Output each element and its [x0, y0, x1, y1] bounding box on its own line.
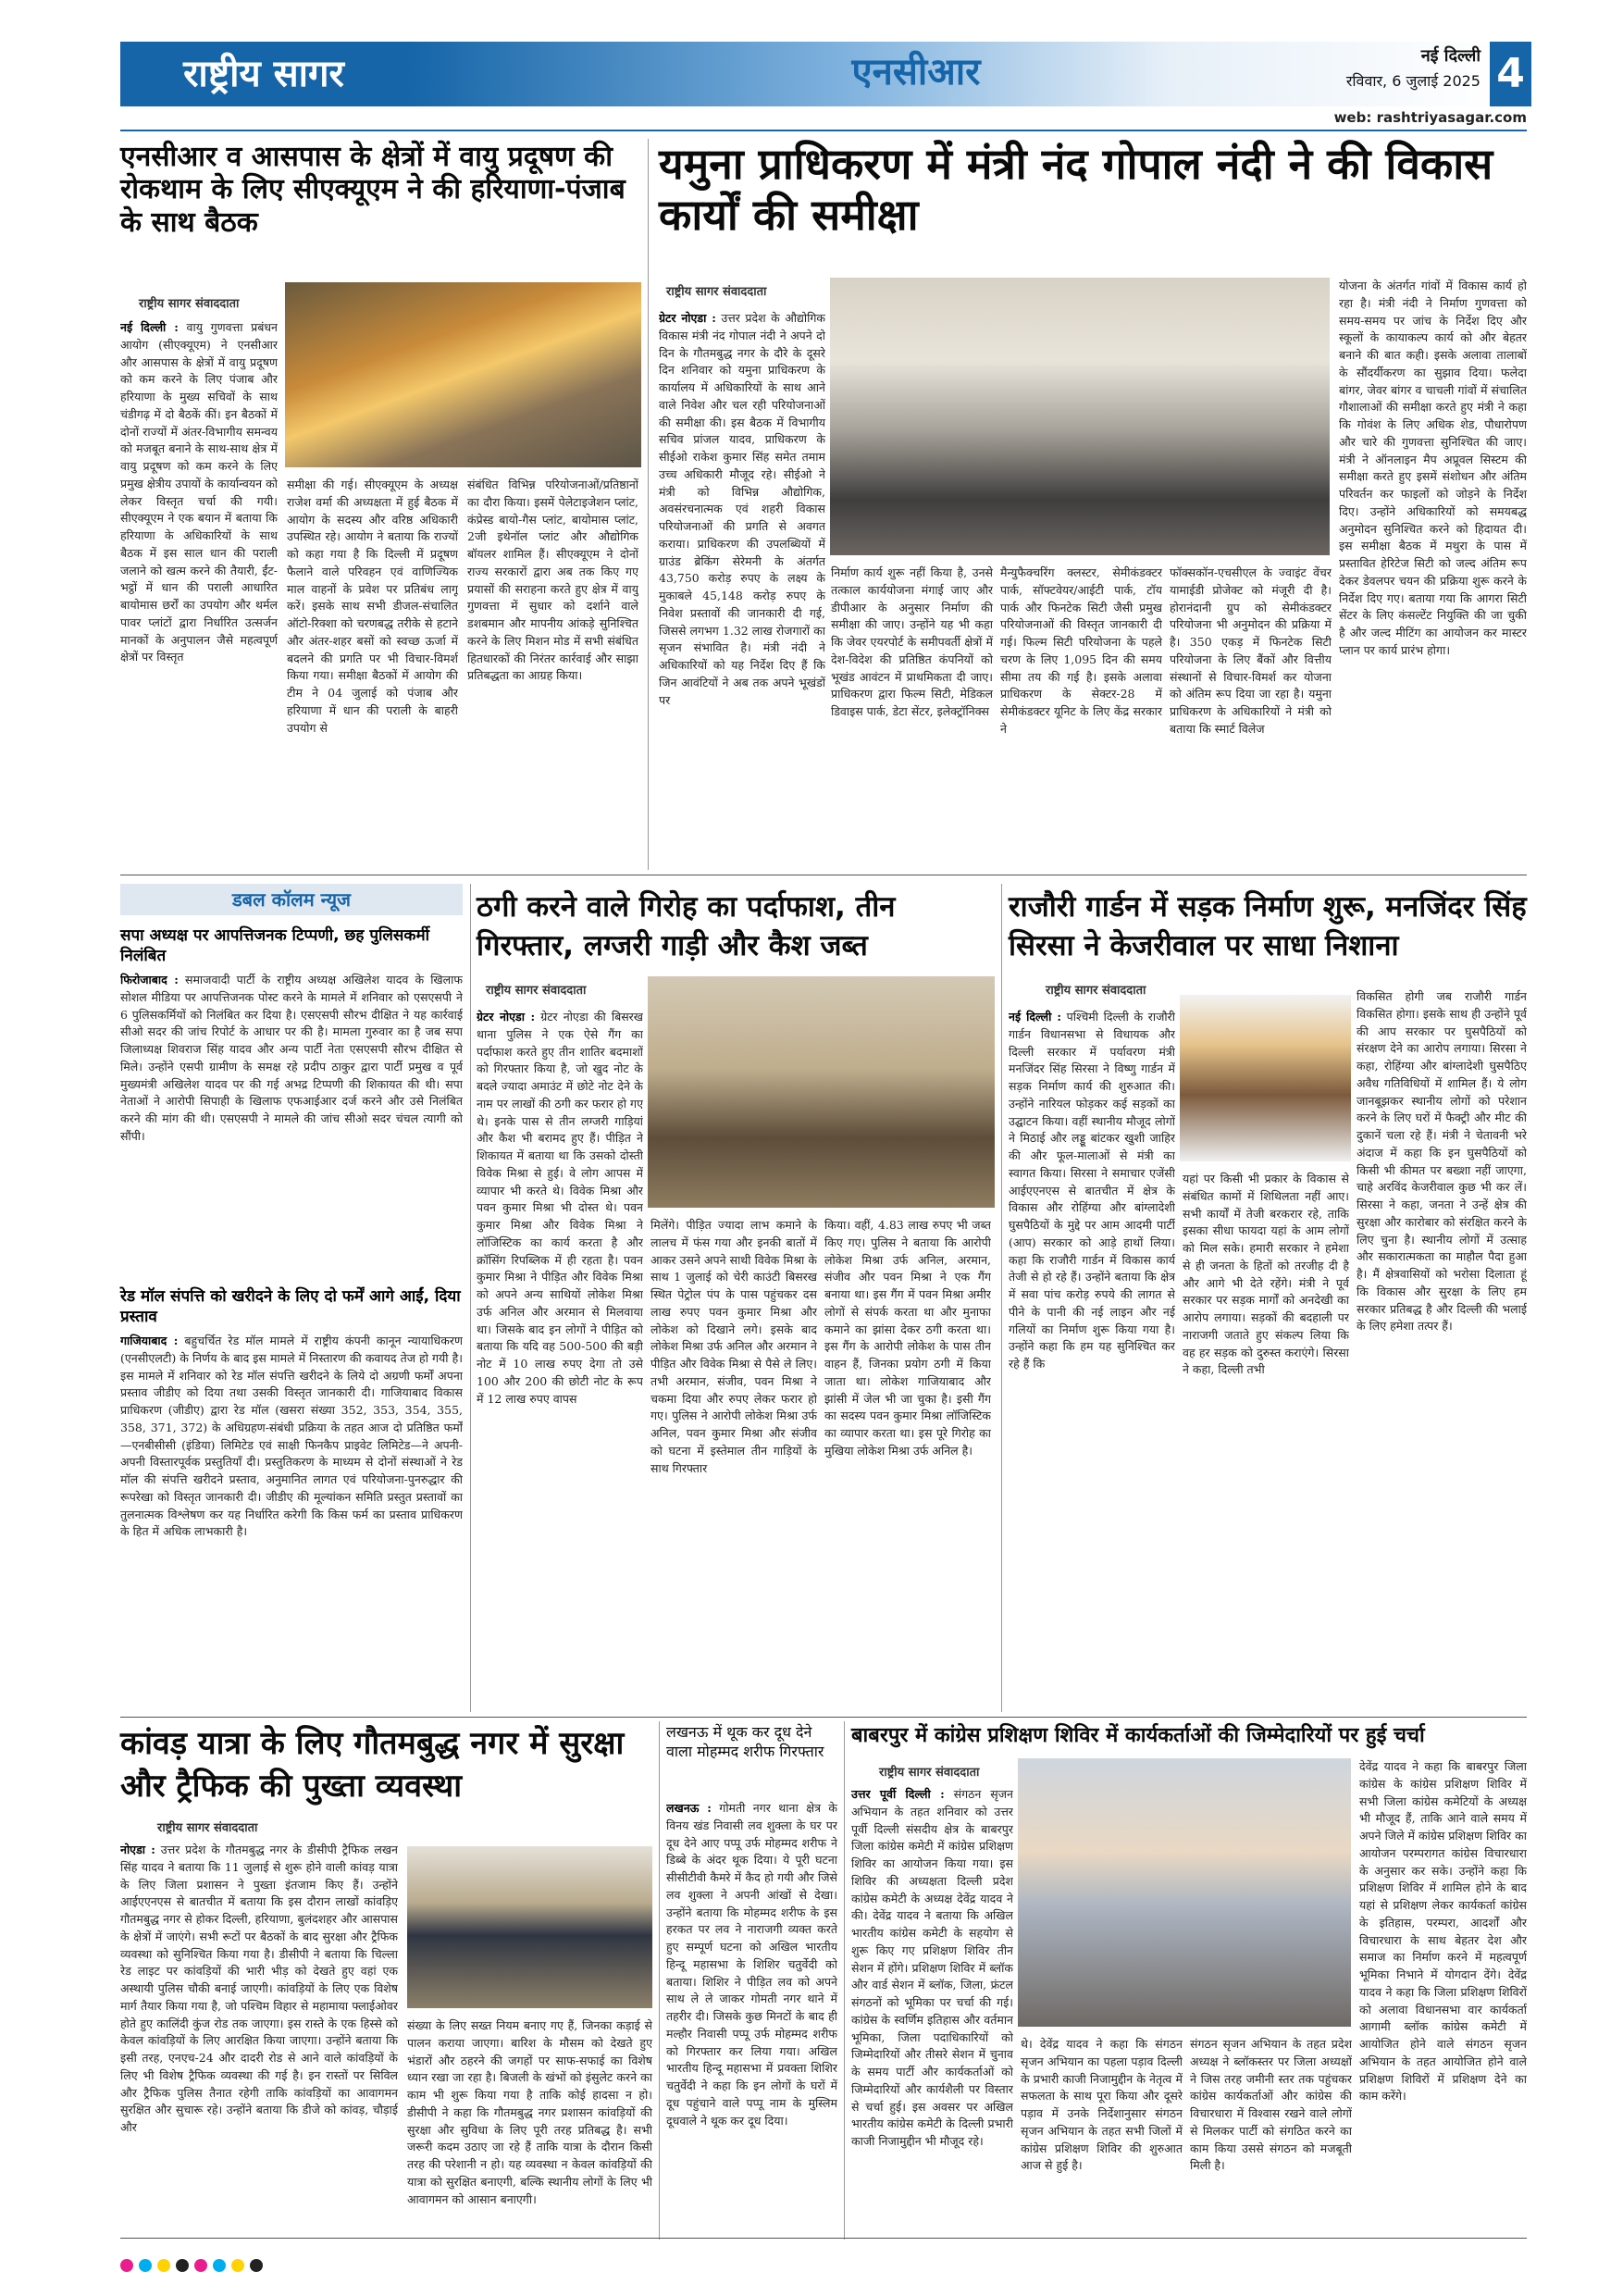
a3-headline: ठगी करने वाले गिरोह का पर्दाफाश, तीन गिरफ्तार, लग्जरी गाड़ी और कैश जब्त — [477, 890, 896, 962]
masthead-section: एनसीआर — [851, 51, 981, 93]
box-s1-body — [120, 972, 463, 1277]
a7-photo-speaker — [1018, 1758, 1351, 2027]
box-s2-title: रेड मॉल संपत्ति को खरीदने के लिए दो फर्में आगे आईं, दिया प्रस्ताव — [120, 1287, 461, 1327]
a1-col1-text: वायु गुणवत्ता प्रबंधन आयोग (सीएक्यूएम) ने एनसीआर और आसपास के क्षेत्रों में वायु प्रदूषण को कम करने के लिए पंजाब और हरियाणा के मुख्य सचिवों के साथ चंडीगढ़ में दो बैठकें कीं। इन बैठकों में दोनों राज्यों में अंतर-विभागीय समन्वय को मजबूत बनाने के साथ-साथ क्षेत्र में वायु प्रदूषण को कम करने के लिए प्रमुख क्षेत्रीय उपायों के कार्यान्वयन को लेकर विस्तृत चर्चा की गयी। सीएक्यूएम ने एक बयान में बताया कि हरियाणा के अधिकारियों के साथ बैठक में इस साल धान की पराली जलाने को खत्म करने की तैयारी, ईंट-भट्ठों में धान की पराली आधारित बायोमास छर्रों का उपयोग और थर्मल पावर प्लांटों द्वारा निर्धारित उत्सर्जन मानकों के अनुपालन जैसे महत्वपूर्ण क्षेत्रों पर विस्तृत — [120, 320, 278, 664]
a3-dateline: ग्रेटर नोएडा : — [477, 1010, 536, 1024]
a3-col1 — [477, 1009, 643, 1703]
a2-col3: मैन्युफैक्चरिंग क्लस्टर, सेमीकंडक्टर पार्क, सॉफ्टवेयर/आईटी पार्क, टॉय पार्क और फिनटेक सिटी जैसी प्रमुख परियोजनाओं की विस्तृत जानकारी दी गई। फिल्म सिटी परियोजना के पहले चरण के लिए 1,095 दिन की समय सीमा तय की गई है। इसके अलावा प्राधिकरण के सेक्टर-28 में सेमीकंडक्टर यूनिट के लिए केंद्र सरकार ने — [1000, 565, 1162, 736]
a5-col2: संख्या के लिए सख्त नियम बनाए गए हैं, जिनका कड़ाई से पालन कराया जाएगा। बारिश के मौसम को देखते हुए भंडारों और ठहरने की जगहों पर साफ-सफाई का विशेष ध्यान रखा जा रहा है। बिजली के खंभों को इंसुलेट करने का काम भी शुरू किया गया है ताकि कोई हादसा न हो। डीसीपी ने कहा कि गौतमबुद्ध नगर प्रशासन कांवड़ियों की सुरक्षा और सुविधा के लिए पूरी तरह प्रतिबद्ध है। सभी जरूरी कदम उठाए जा रहे हैं ताकि यात्रा के दौरान किसी तरह की परेशानी न हो। यह व्यवस्था न केवल कांवड़ियों की यात्रा को सुरक्षित बनाएगी, बल्कि स्थानीय लोगों के लिए भी आवागमन को आसान बनाएगी। — [407, 2018, 652, 2206]
a7-dateline: उत्तर पूर्वी दिल्ली : — [851, 1787, 945, 1801]
column-rule — [659, 1721, 660, 2240]
a3-photo-police-press — [648, 976, 995, 1208]
a7-col3: संगठन सृजन अभियान के तहत प्रदेश अध्यक्ष ने ब्लॉकस्तर पर जिला अध्यक्षों ने जिस तरह जमीनी स्तर तक पहुंचकर कांग्रेस कार्यकर्ताओं और कांग्रेस की विचारधारा में विश्वास रखने वाले लोगों से मिलकर पार्टी को संगठित करने का काम किया उससे संगठन को मजबूती मिली है। — [1190, 2037, 1352, 2173]
a2-col2: निर्माण कार्य शुरू नहीं किया है, उनसे तत्काल कार्ययोजना मंगाई जाए और डीपीआर के अनुसार निर्माण की समीक्षा की जाए। उन्होंने यह भी कहा कि जेवर एयरपोर्ट के समीपवर्ती क्षेत्रों में देश-विदेश की प्रतिष्ठित कंपनियों को भूखंड आवंटन में प्राथमिकता दी जाए। प्राधिकरण द्वारा फिल्म सिटी, मेडिकल डिवाइस पार्क, डेटा सेंटर, इलेक्ट्रॉनिक्स — [831, 565, 993, 718]
a2-dateline: ग्रेटर नोएडा : — [659, 311, 716, 325]
a2-col5: योजना के अंतर्गत गांवों में विकास कार्य हो रहा है। मंत्री नंदी ने निर्माण गुणवत्ता को समय-समय पर जांच के निर्देश दिए और स्कूलों के कायाकल्प कार्य को और बेहतर बनाने की बात कही। इसके अलावा तालाबों के सौंदर्यीकरण का सुझाव दिया। फलेदा बांगर, जेवर बांगर व चाचली गांवों में संचालित गौशालाओं की समीक्षा करते हुए मंत्री ने कहा कि गोवंश के लिए अधिक शेड, पौधारोपण और चारे की गुणवत्ता सुनिश्चित की जाए। मंत्री ने ऑनलाइन मैप अप्रूवल सिस्टम की समीक्षा करते हुए इसमें संशोधन और अंतिम परिवर्तन कर फाइलों को जोड़ने के निर्देश दिए। उन्होंने अधिकारियों को समयबद्ध अनुमोदन सुनिश्चित करने को हिदायत दी। इस समीक्षा बैठक में मथुरा के पास में प्रस्तावित हेरिटेज सिटी को जल्द अंतिम रूप देकर डेवलपर चयन की प्रक्रिया शुरू करने के निर्देश दिए गए। बताया गया कि आगरा सिटी सेंटर के लिए कंसल्टेंट नियुक्ति की जा चुकी है और जल्द मीटिंग का आयोजन कर मास्टर प्लान पर कार्य प्रारंभ होगा। — [1339, 279, 1527, 657]
a1-photo-field-fire — [285, 282, 641, 467]
box-s1-dateline: फिरोजाबाद : — [120, 973, 179, 987]
a7-byline: राष्ट्रीय सागर संवाददाता — [879, 1766, 980, 1780]
a2-byline: राष्ट्रीय सागर संवाददाता — [666, 285, 767, 299]
box-s2-text: बहुचर्चित रेड मॉल मामले में राष्ट्रीय कंपनी कानून न्यायाधिकरण (एनसीएलटी) के निर्णय के बाद इस मामले में निस्तारण की कवायद तेज हो गयी है। इस मामले में शनिवार को रेड मॉल संपत्ति खरीदने के लिये दो अग्रणी फर्मों अपना प्रस्ताव जीडीए को दिया तथा उसकी विस्तृत जानकारी दी। गाजियाबाद विकास प्राधिकरण (जीडीए) द्वारा रेड मॉल (खसरा संख्या 352, 353, 354, 355, 358, 371, 372) के अधिग्रहण-संबंधी प्रक्रिया के तहत आज दो प्रतिष्ठित फर्मों—एनबीसीसी (इंडिया) लिमिटेड एवं साक्षी फिनकैप प्राइवेट लिमिटेड—ने अपनी-अपनी विस्तारपूर्वक प्रस्तुतियाँ दी। प्रस्तुतिकरण के माध्यम से दोनों संस्थाओं ने रेड मॉल की संपत्ति खरीदने प्रस्ताव, अनुमानित लागत एवं परियोजना-पुनरुद्धार की रूपरेखा को विस्तृत जानकारी दी। जीडीए की मूल्यांकन समिति प्रस्तुत प्रस्तावों का तुलनात्मक विश्लेषण कर यह निर्धारित करेगी कि किस फर्म का प्रस्ताव प्राधिकरण के हित में अधिक लाभकारी है। — [120, 1334, 463, 1539]
masthead-paper-name: राष्ट्रीय सागर — [120, 42, 407, 106]
dot — [157, 2259, 170, 2272]
box-s2-body — [120, 1333, 463, 1703]
masthead-rule — [120, 130, 1527, 131]
a3-col2: मिलेंगे। पीड़ित ज्यादा लाभ कमाने के लालच में फंस गया और इनकी बातों में आकर उसने अपने साथी विवेक मिश्रा के साथ 1 जुलाई को चेरी काउंटी बिसरख स्थित पेट्रोल पंप के पास पहुंचकर दस लाख रुपए पवन कुमार मिश्रा और लोकेश को दिखाने लगे। इसके बाद लोकेश मिश्रा उर्फ अनिल और अरमान ने पीड़ित और विवेक मिश्रा से पैसे ले लिए। तभी अरमान, संजीव, पवन मिश्रा ने चकमा दिया और रुपए लेकर फरार हो गए। पुलिस ने आरोपी लोकेश मिश्रा उर्फ अनिल, पवन कुमार मिश्रा और संजीव को घटना में इस्तेमाल तीन गाड़ियों के साथ गिरफ्तार — [650, 1218, 817, 1475]
a5-dateline: नोएडा : — [120, 1843, 155, 1856]
box-s1-title: सपा अध्यक्ष पर आपत्तिजनक टिप्पणी, छह पुलिसकर्मी निलंबित — [120, 926, 430, 966]
a2-headline: यमुना प्राधिकरण में मंत्री नंद गोपाल नंदी ने की विकास कार्यों की समीक्षा — [659, 139, 1493, 241]
dot — [250, 2259, 263, 2272]
box-s1-text: समाजवादी पार्टी के राष्ट्रीय अध्यक्ष अखिलेश यादव के खिलाफ सोशल मीडिया पर आपत्तिजनक पोस्ट करने के मामले में शनिवार को एसएसपी ने 6 पुलिसकर्मियों को निलंबित कर दिया है। एसएसपी सौरभ दीक्षित ने यह कार्रवाई सीओ सदर की जांच रिपोर्ट के आधार पर की है। मामला गुरुवार का है जब सपा जिलाध्यक्ष शिवराज सिंह यादव और अन्य पार्टी नेता एसएसपी सौरभ दीक्षित से मिले। उन्होंने एसपी ग्रामीण के समक्ष रहे प्रदीप ठाकुर द्वारा पार्टी प्रमुख व पूर्व मुख्यमंत्री अखिलेश यादव पर की गई अभद्र टिप्पणी की शिकायत की थी। सपा नेताओं ने आरोपी सिपाही के खिलाफ एफआईआर दर्ज करने और उसे निलंबित करने की मांग की थी। एसएसपी ने मामले की जांच सीओ सदर चंचल त्यागी को सौंपी। — [120, 973, 463, 1143]
a4-byline: राष्ट्रीय सागर संवाददाता — [1046, 984, 1146, 998]
a2-col1-text: उत्तर प्रदेश के औद्योगिक विकास मंत्री नंद गोपाल नंदी ने अपने दो दिन के गौतमबुद्ध नगर के दौरे के दूसरे दिन शनिवार को यमुना प्राधिकरण के कार्यालय में अधिकारियों के साथ आने वाले निवेश और चल रही परियोजनाओं की समीक्षा की। इस बैठक में विभागीय सचिव प्रांजल यादव, प्राधिकरण के सीईओ राकेश कुमार सिंह समेत तमाम उच्च अधिकारी मौजूद रहे। सीईओ ने मंत्री को विभिन्न औद्योगिक, अवसंरचनात्मक एवं शहरी विकास परियोजनाओं की प्रगति से अवगत कराया। प्राधिकरण की उपलब्धियों में ग्राउंड ब्रेकिंग सेरेमनी के अंतर्गत 43,750 करोड़ रुपए के लक्ष्य के मुकाबले 45,148 करोड़ रुपए के निवेश प्रस्तावों की जानकारी दी गई, जिससे लगभग 1.32 लाख रोजगारों का सृजन संभावित है। मंत्री नंदी ने अधिकारियों को यह निर्देश दिए हैं कि जिन आवंटियों ने अब तक अपने भूखंडों पर — [659, 311, 825, 707]
a3-col3: किया। वहीं, 4.83 लाख रुपए भी जब्त किए गए। पुलिस ने बताया कि आरोपी लोकेश मिश्रा उर्फ अनिल, अरमान, संजीव और पवन मिश्रा ने एक गैंग बनाया था। इस गैंग में पवन मिश्रा अमीर लोगों से संपर्क करता था और मुनाफा कमाने का झांसा देकर ठगी करता था। इस गैंग के आरोपी लोकेश के पास तीन वाहन हैं, जिनका प्रयोग ठगी में किया जाता था। लोकेश गाजियाबाद और झांसी में जेल भी जा चुका है। इसी गैंग का सदस्य पवन कुमार मिश्रा लॉजिस्टिक का व्यापार करता था। इस पूरे गिरोह का मुखिया लोकेश मिश्रा उर्फ अनिल है। — [824, 1218, 991, 1458]
dot — [120, 2259, 133, 2272]
dot — [139, 2259, 152, 2272]
a2-col4: फॉक्सकॉन-एचसीएल के ज्वाइंट वेंचर यामाईडी प्रोजेक्ट को मंजूरी दी है। होरानंदानी ग्रुप को सेमीकंडक्टर परियोजना भी अनुमोदन की प्रक्रिया में है। 350 एकड़ में फिनटेक सिटी परियोजना के लिए बैंकों और वित्तीय संस्थानों से विचार-विमर्श कर योजना को अंतिम रूप दिया जा रहा है। यमुना प्राधिकरण के अधिकारियों ने मंत्री को बताया कि स्मार्ट विलेज — [1170, 565, 1332, 736]
a7-col2: थे। देवेंद्र यादव ने कहा कि संगठन सृजन अभियान का पहला पड़ाव दिल्ली के प्रभारी काजी निजामुद्दीन के नेतृत्व में सफलता के साथ पूरा किया और दूसरे पड़ाव में उनके निर्देशानुसार संगठन सृजन अभियान के तहत सभी जिलों में कांग्रेस प्रशिक्षण शिविर की शुरुआत आज से हुई है। — [1021, 2037, 1183, 2173]
a1-col2: समीक्षा की गई। सीएक्यूएम के अध्यक्ष राजेश वर्मा की अध्यक्षता में हुई बैठक में आयोग के सदस्य और वरिष्ठ अधिकारी उपस्थित रहे। आयोग ने बताया कि राज्यों को कहा गया है कि दिल्ली में प्रदूषण फैलाने वाले परिवहन एवं वाणिज्यिक माल वाहनों के प्रवेश पर प्रतिबंध लागू करें। इसके साथ सभी डीजल-संचालित ऑटो-रिक्शा को चरणबद्ध तरीके से हटाने और अंतर-शहर बसों को स्वच्छ ऊर्जा में बदलने की प्रगति पर भी विचार-विमर्श किया गया। समीक्षा बैठकों में आयोग की टीम ने 04 जुलाई को पंजाब और हरियाणा में धान की पराली के बाहरी उपयोग से — [287, 478, 458, 735]
a5-photo-dcp — [407, 1846, 652, 2008]
box-heading: डबल कॉलम न्यूज — [120, 884, 463, 915]
section-rule — [120, 1717, 1527, 1718]
dot — [176, 2259, 189, 2272]
a5-headline: कांवड़ यात्रा के लिए गौतमबुद्ध नगर में सुरक्षा और ट्रैफिक की पुख्ता व्यवस्था — [120, 1725, 625, 1805]
a4-col3: विकसित होगी जब राजौरी गार्डन विकसित होगा। इसके साथ ही उन्होंने पूर्व की आप सरकार पर घुसपैठियों को संरक्षण देने का आरोप लगाया। सिरसा ने कहा, रोहिंग्या और बांग्लादेशी घुसपैठिए अवैध गतिविधियों में शामिल हैं। ये लोग जानबूझकर स्थानीय लोगों को परेशान करने के लिए घरों में फैक्ट्री और मीट की दुकानें चला रहे हैं। मंत्री ने चेतावनी भरे अंदाज में कहा कि इन घुसपैठियों को किसी भी कीमत पर बख्शा नहीं जाएगा, चाहे अरविंद केजरीवाल कुछ भी कर लें। सिरसा ने कहा, जनता ने उन्हें क्षेत्र की सुरक्षा और कारोबार को संरक्षित करने के लिए चुना है। स्थानीय लोगों में उत्साह और सकारात्मकता का माहौल पैदा हुआ है। मैं क्षेत्रवासियों को भरोसा दिलाता हूं कि विकास और सुरक्षा के लिए हम सरकार प्रतिबद्ध है और दिल्ली की भलाई के लिए हमेशा तत्पर हैं। — [1357, 989, 1527, 1334]
section-rule — [120, 2238, 1527, 2239]
a1-headline: एनसीआर व आसपास के क्षेत्रों में वायु प्रदूषण की रोकथाम के लिए सीएक्यूएम ने की हरियाणा-पंजाब के साथ बैठक — [120, 141, 626, 239]
a7-col1 — [851, 1786, 1013, 2230]
column-rule — [844, 1721, 845, 2240]
dot — [194, 2259, 207, 2272]
a4-dateline: नई दिल्ली : — [1009, 1010, 1061, 1024]
a1-byline: राष्ट्रीय सागर संवाददाता — [139, 297, 240, 311]
colour-dots — [120, 2258, 1527, 2277]
a1-col1 — [120, 319, 278, 865]
a5-col1-text: उत्तर प्रदेश के गौतमबुद्ध नगर के डीसीपी ट्रैफिक लखन सिंह यादव ने बताया कि 11 जुलाई से शुरू होने वाली कांवड़ यात्रा के लिए जिला प्रशासन ने पुख्ता इंतजाम किए हैं। उन्होंने आईएएनएस से बातचीत में बताया कि इस दौरान लाखों कांवड़िए गौतमबुद्ध नगर से होकर दिल्ली, हरियाणा, बुलंदशहर और आसपास के क्षेत्रों में जाएंगे। सभी रूटों पर बैठकों के बाद सुरक्षा और ट्रैफिक व्यवस्था को सुनिश्चित किया गया है। डीसीपी ने बताया कि चिल्ला रेड लाइट पर कांवड़ियों की भारी भीड़ को देखते हुए वहां एक अस्थायी पुलिस चौकी बनाई जाएगी। कांवड़ियों के लिए एक विशेष मार्ग तैयार किया गया है, जो पश्चिम विहार से महामाया फ्लाईओवर होते हुए कालिंदी कुंज रोड तक जाएगा। इस रास्ते के एक हिस्से को केवल कांवड़ियों के लिए आरक्षित किया जाएगा। उन्होंने बताया कि इसी तरह, एनएच-24 और दादरी रोड से आने वाले कांवड़ियों के लिए भी विशेष ट्रैफिक व्यवस्था की गई है। इन रास्तों पर सिविल और ट्रैफिक पुलिस तैनात रहेगी ताकि कांवड़ियों का आवागमन सुरक्षित और सुचारू रहे। उन्होंने बताया कि डीजे को कांवड़, चौड़ाई और — [120, 1843, 398, 2134]
column-rule — [648, 139, 649, 870]
dot — [213, 2259, 226, 2272]
a5-col1 — [120, 1842, 398, 2230]
box-s2-dateline: गाजियाबाद : — [120, 1334, 179, 1347]
a4-photo-minister — [1180, 995, 1351, 1161]
a4-col2: यहां पर किसी भी प्रकार के विकास से संबंधित कामों में शिथिलता नहीं आए। सभी कार्यों में तेजी बरकरार रहे, ताकि इसका सीधा फायदा यहां के आम लोगों को मिल सके। हमारी सरकार ने हमेशा से ही जनता के हितों को तरजीह दी है और आगे भी देते रहेंगे। मंत्री ने पूर्व सरकार पर सड़क मार्गों को अनदेखी का आरोप लगाया। सड़कों की बदहाली पर नाराजगी जताते हुए संकल्प लिया कि वह हर सड़क को दुरुस्त कराएंगे। सिरसा ने कहा, दिल्ली तभी — [1183, 1172, 1349, 1377]
masthead-date: रविवार, 6 जुलाई 2025 — [1345, 72, 1481, 90]
a1-col3: संबंधित विभिन्न परियोजनाओं/प्रतिष्ठानों का दौरा किया। इसमें पेलेटाइजेशन प्लांट, कंप्रेस्ड बायो-गैस प्लांट, बायोमास प्लांट, 2जी इथेनॉल प्लांट और औद्योगिक बॉयलर शामिल हैं। सीएक्यूएम ने दोनों राज्य सरकारों द्वारा अब तक किए गए प्रयासों की सराहना करते हुए क्षेत्र में वायु गुणवत्ता में सुधार को दर्शाने वाले डशबमान और मापनीय आंकड़े सुनिश्चित करने के लिए मिशन मोड में सभी संबंधित हितधारकों की निरंतर कार्रवाई और साझा प्रतिबद्धता का आग्रह किया। — [467, 478, 638, 683]
a4-col1 — [1009, 1009, 1175, 1703]
a6-body — [666, 1800, 837, 2230]
a2-col1 — [659, 310, 825, 865]
a7-col1-text: संगठन सृजन अभियान के तहत शनिवार को उत्तर पूर्वी दिल्ली संसदीय क्षेत्र के बाबरपुर जिला कांग्रेस कमेटी में कांग्रेस प्रशिक्षण शिविर का आयोजन किया गया। इस शिविर की अध्यक्षता दिल्ली प्रदेश कांग्रेस कमेटी के अध्यक्ष देवेंद्र यादव ने की। देवेंद्र यादव ने बताया कि अखिल भारतीय कांग्रेस कमेटी के सहयोग से शुरू किए गए प्रशिक्षण शिविर तीन सेशन में होंगे। प्रशिक्षण शिविर में ब्लॉक और वार्ड सेशन में ब्लॉक, जिला, फ्रंटल संगठनों को भूमिका पर चर्चा की गई। कांग्रेस के स्वर्णिम इतिहास और वर्तमान भूमिका, जिला पदाधिकारियों को जिम्मेदारियों और तीसरे सेशन में चुनाव के समय पार्टी और कार्यकर्ताओं को जिम्मेदारियों और कार्यशैली पर विस्तार से चर्चा हुई। इस अवसर पर अखिल भारतीय कांग्रेस कमेटी के दिल्ली प्रभारी काजी निजामुद्दीन भी मौजूद रहे। — [851, 1787, 1013, 2148]
a2-photo-meeting — [830, 278, 1330, 555]
masthead-city: नई दिल्ली — [1420, 46, 1481, 66]
a5-byline: राष्ट्रीय सागर संवाददाता — [157, 1821, 258, 1835]
a4-headline: राजौरी गार्डन में सड़क निर्माण शुरू, मनजिंदर सिंह सिरसा ने केजरीवाल पर साधा निशाना — [1009, 890, 1527, 962]
a6-dateline: लखनऊ : — [666, 1801, 712, 1815]
a7-headline: बाबरपुर में कांग्रेस प्रशिक्षण शिविर में कार्यकर्ताओं की जिम्मेदारियों पर हुई चर्चा — [851, 1724, 1425, 1747]
column-rule — [470, 884, 471, 1712]
masthead-website: web: rashtriyasagar.com — [1333, 109, 1527, 126]
a6-text: गोमती नगर थाना क्षेत्र के विनय खंड निवासी लव शुक्ला के घर पर दूध देने आए पप्पू उर्फ मोहम्मद शरीफ ने डिब्बे के अंदर थूक दिया। ये पूरी घटना सीसीटीवी कैमरे में कैद हो गयी और जिसे लव शुक्ला ने अपनी आंखों से देखा। उन्होंने बताया कि मोहम्मद शरीफ के इस हरकत पर लव ने नाराजगी व्यक्त करते हुए सम्पूर्ण घटना को अखिल भारतीय हिन्दू महासभा के शिशिर चतुर्वेदी को बताया। शिशिर ने पीड़ित लव को अपने साथ ले ले जाकर गोमती नगर थाने में तहरीर दी। जिसके कुछ मिनटों के बाद ही मल्हौर निवासी पप्पू उर्फ मोहम्मद शरीफ को गिरफ्तार कर लिया गया। अखिल भारतीय हिन्दू महासभा में प्रवक्ता शिशिर चतुर्वेदी ने कहा कि इन लोगों के घरों में दूध पहुंचाने वाले पप्पू नाम के मुस्लिम दूधवाले ने थूक कर दूध दिया। — [666, 1801, 837, 2128]
a4-col1-text: पश्चिमी दिल्ली के राजौरी गार्डन विधानसभा से विधायक और दिल्ली सरकार में पर्यावरण मंत्री मनजिंदर सिंह सिरसा ने विष्णु गार्डन में सड़क निर्माण कार्य की शुरुआत की। उन्होंने नारियल फोड़कर कई सड़कों का उद्घाटन किया। वहीं स्थानीय मौजूद लोगों ने मिठाई और लड्डू बांटकर खुशी जाहिर की और फूल-मालाओं से मंत्री का स्वागत किया। सिरसा ने समाचार एजेंसी आईएएनएस से बातचीत में क्षेत्र के विकास और रोहिंग्या और बांग्लादेशी घुसपैठियों के मुद्दे पर आम आदमी पार्टी (आप) सरकार को आड़े हाथों लिया। कहा कि राजौरी गार्डन में विकास कार्य तेजी से हो रहे हैं। उन्होंने बताया कि क्षेत्र में सवा पांच करोड़ रुपये की लागत से पीने के पानी की नई लाइन और नई गलियों का निर्माण शुरू किया गया है। उन्होंने कहा कि हम यह सुनिश्चित कर रहे हैं कि — [1009, 1010, 1175, 1371]
page-number: 4 — [1490, 42, 1531, 106]
dot — [231, 2259, 244, 2272]
a7-col4: देवेंद्र यादव ने कहा कि बाबरपुर जिला कांग्रेस के कांग्रेस प्रशिक्षण शिविर में सभी जिला कांग्रेस कमेटियों के अध्यक्ष भी मौजूद हैं, ताकि आने वाले समय में अपने जिले में कांग्रेस प्रशिक्षण शिविर का आयोजन परम्परागत कांग्रेस विचारधारा के अनुसार कर सके। उन्होंने कहा कि प्रशिक्षण शिविर में शामिल होने के बाद यहां से प्रशिक्षण लेकर कार्यकर्ता कांग्रेस के इतिहास, परम्परा, आदर्शों और विचारधारा के साथ बेहतर देश और समाज का निर्माण करने में महत्वपूर्ण भूमिका निभाने में योगदान देंगे। देवेंद्र यादव ने कहा कि जिला प्रशिक्षण शिविरों को अलावा विधानसभा वार कार्यकर्ता आगामी ब्लॉक कांग्रेस कमेटी में आयोजित होने वाले संगठन सृजन अभियान के तहत आयोजित होने वाले प्रशिक्षण शिविरों में प्रशिक्षण देने का काम करेंगे। — [1359, 1759, 1527, 2104]
a6-headline: लखनऊ में थूक कर दूध देने वाला मोहम्मद शरीफ गिरफ्तार — [666, 1723, 824, 1760]
a1-dateline: नई दिल्ली : — [120, 320, 179, 334]
a3-byline: राष्ट्रीय सागर संवाददाता — [486, 984, 587, 998]
a3-col1-text: ग्रेटर नोएडा की बिसरख थाना पुलिस ने एक ऐसे गैंग का पर्दाफाश करते हुए तीन शातिर बदमाशों को गिरफ्तार किया है, जो खुद नोट के बदले ज्यादा अमाउंट में छोटे नोट देने के नाम पर लाखों की ठगी कर फरार हो गए थे। इनके पास से तीन लग्जरी गाड़ियां और कैश भी बरामद हुए हैं। पीड़ित ने शिकायत में बताया था कि उसको दोस्ती विवेक मिश्रा से हुई। वे लोग आपस में व्यापार भी करते थे। विवेक मिश्रा और पवन कुमार मिश्रा भी दोस्त थे। पवन कुमार मिश्रा और विवेक मिश्रा ने लॉजिस्टिक का कार्य करता है और क्रॉसिंग रिपब्लिक में ही रहता है। पवन कुमार मिश्रा ने पीड़ित और विवेक मिश्रा को अपने अन्य साथियों लोकेश मिश्रा उर्फ अनिल और अरमान से मिलवाया था। जिसके बाद इन लोगों ने पीड़ित को बताया कि यदि वह 500-500 की बड़ी नोट में 10 लाख रुपए देगा तो उसे 100 और 200 की छोटी नोट के रूप में 12 लाख रुपए वापस — [477, 1010, 643, 1406]
column-rule — [1001, 884, 1002, 1712]
